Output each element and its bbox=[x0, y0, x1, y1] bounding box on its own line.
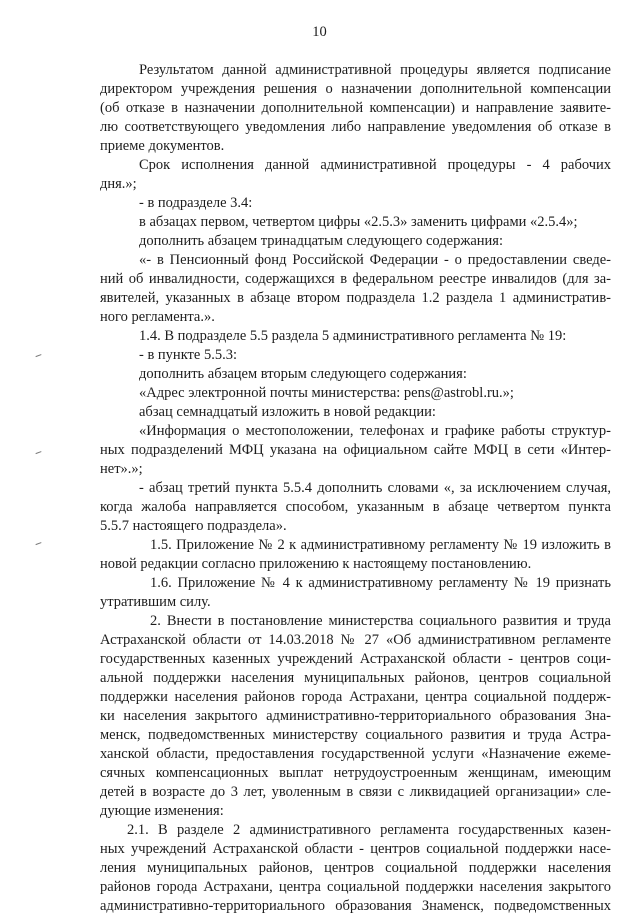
text-line: ного регламента.». bbox=[100, 309, 215, 325]
text-line: дующие изменения: bbox=[100, 803, 224, 819]
text-line: абзац семнадцатый изложить в новой редакции: bbox=[139, 404, 436, 420]
text-line: 2.1. В разделе 2 административного регламента государственных казен- bbox=[127, 822, 611, 838]
scan-mark bbox=[35, 542, 42, 548]
text-line: ных учреждений Астраханской области - центров социальной поддержки насе- bbox=[100, 841, 611, 857]
text-line: 1.6. Приложение № 4 к административному регламенту № 19 признать bbox=[150, 575, 611, 591]
text-line: когда жалоба направляется способом, указанным в абзаце четвертом пункта bbox=[100, 499, 611, 515]
text-line: Результатом данной административной процедуры является подписание bbox=[139, 62, 611, 78]
text-line: 5.5.7 настоящего подраздела». bbox=[100, 518, 287, 534]
text-line: нет».»; bbox=[100, 461, 143, 477]
text-line: поддержки населения районов города Астрахани, центра социальной поддерж- bbox=[100, 689, 611, 705]
text-line: ных подразделений МФЦ указана на официальном сайте МФЦ в сети «Интер- bbox=[100, 442, 611, 458]
text-line: в абзацах первом, четвертом цифры «2.5.3» заменить цифрами «2.5.4»; bbox=[139, 214, 578, 230]
text-line: лю соответствующего уведомления либо направление уведомления об отказе в bbox=[100, 119, 611, 135]
text-line: (об отказе в назначении дополнительной компенсации) и направление заявите- bbox=[100, 100, 611, 116]
text-line: административно-территориального образования Знаменск, подведомственных bbox=[100, 898, 611, 914]
text-line: 1.5. Приложение № 2 к административному регламенту № 19 изложить в bbox=[150, 537, 611, 553]
text-line: районов города Астрахани, центра социальной поддержки населения закрытого bbox=[100, 879, 611, 895]
text-line: приеме документов. bbox=[100, 138, 225, 154]
text-line: - в подразделе 3.4: bbox=[139, 195, 253, 211]
text-line: альной поддержки населения муниципальных районов, центров социальной bbox=[100, 670, 611, 686]
text-line: директором учреждения решения о назначении дополнительной компенсации bbox=[100, 81, 611, 97]
text-line: ки населения закрытого административно-территориального образования Зна- bbox=[100, 708, 611, 724]
text-line: государственных казенных учреждений Астраханской области - центров соци- bbox=[100, 651, 611, 667]
text-line: Срок исполнения данной административной процедуры - 4 рабочих bbox=[139, 157, 611, 173]
text-line: утратившим силу. bbox=[100, 594, 211, 610]
scan-mark bbox=[35, 354, 42, 360]
text-line: детей в возрасте до 3 лет, уволенным в связи с ликвидацией организации» сле- bbox=[100, 784, 611, 800]
text-line: дополнить абзацем вторым следующего содержания: bbox=[139, 366, 467, 382]
text-line: «- в Пенсионный фонд Российской Федерации - о предоставлении сведе- bbox=[139, 252, 611, 268]
text-line: Астраханской области от 14.03.2018 № 27 «Об административном регламенте bbox=[100, 632, 611, 648]
text-line: «Информация о местоположении, телефонах и графике работы структур- bbox=[139, 423, 611, 439]
text-line: сячных компенсационных выплат нетрудоустроенным женщинам, имеющим bbox=[100, 765, 611, 781]
text-line: «Адрес электронной почты министерства: pens@astrobl.ru.»; bbox=[139, 385, 514, 401]
text-line: - абзац третий пункта 5.5.4 дополнить словами «, за исключением случая, bbox=[139, 480, 611, 496]
text-line: 2. Внести в постановление министерства социального развития и труда bbox=[150, 613, 611, 629]
text-line: 1.4. В подразделе 5.5 раздела 5 административного регламента № 19: bbox=[139, 328, 567, 344]
text-line: новой редакции согласно приложению к настоящему постановлению. bbox=[100, 556, 532, 572]
text-line: - в пункте 5.5.3: bbox=[139, 347, 237, 363]
text-line: дополнить абзацем тринадцатым следующего содержания: bbox=[139, 233, 503, 249]
page-number: 10 bbox=[312, 24, 327, 40]
scan-mark bbox=[35, 451, 42, 457]
text-line: ления муниципальных районов, центров социальной поддержки населения bbox=[100, 860, 611, 876]
text-line: ний об инвалидности, содержащихся в федеральном реестре инвалидов (для за- bbox=[100, 271, 611, 287]
text-line: дня.»; bbox=[100, 176, 137, 192]
text-line: явителей, указанных в абзаце втором подраздела 1.2 раздела 1 административ- bbox=[100, 290, 611, 306]
text-line: ханской области, предоставления государственной услуги «Назначение ежеме- bbox=[100, 746, 611, 762]
text-line: менск, подведомственных министерству социального развития и труда Астра- bbox=[100, 727, 611, 743]
